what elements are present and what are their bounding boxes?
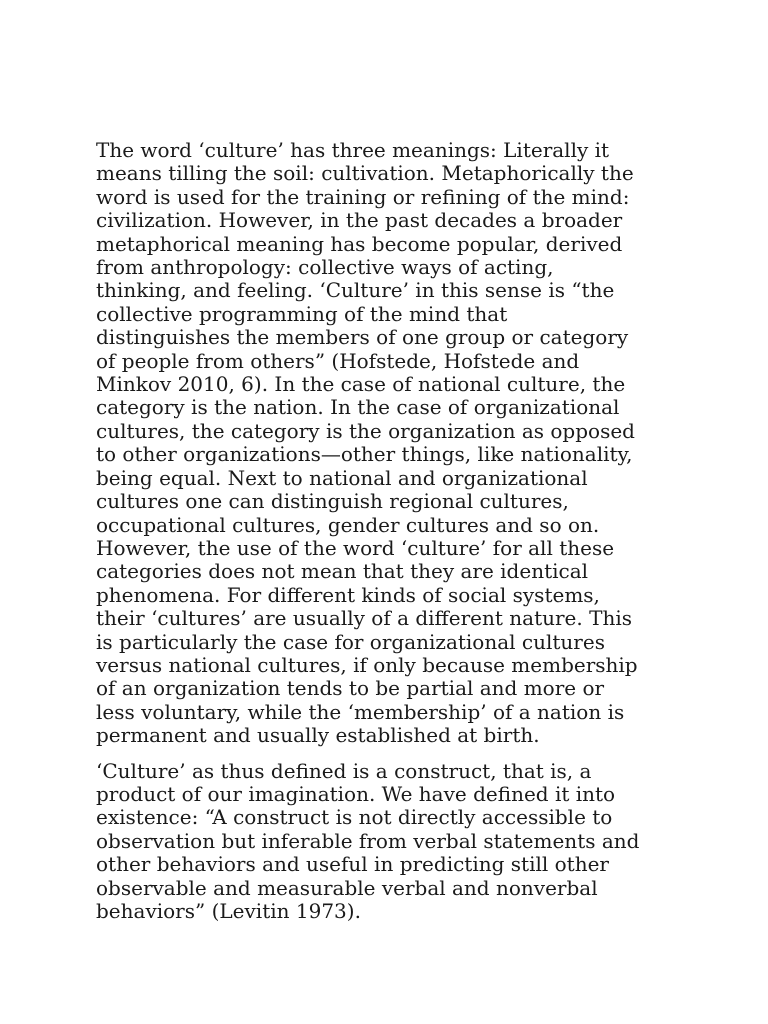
paragraph-1 [96,139,656,748]
text-line: thinking, and feeling. ‘Culture’ in this sense is “the [96,278,615,303]
text-line: distinguishes the members of one group or category [96,325,629,350]
text-line: However, the use of the word ‘culture’ for all these [96,535,615,560]
paragraph-2 [96,760,656,924]
text-line: their ‘cultures’ are usually of a different nature. This [96,606,632,631]
text-line: occupational cultures, gender cultures and so on. [96,512,600,537]
text-line: less voluntary, while the ‘membership’ of a nation is [96,699,625,724]
text-line: permanent and usually established at birth. [96,723,540,748]
text-line: categories does not mean that they are identical [96,559,589,584]
text-line: observable and measurable verbal and nonverbal [96,875,598,900]
text-column [96,139,656,935]
text-line: behaviors” (Levitin 1973). [96,899,361,923]
text-line: from anthropology: collective ways of acting, [96,255,554,280]
text-line: cultures, the category is the organization as opposed [96,418,635,443]
text-line: observation but inferable from verbal statements and [96,828,640,853]
text-line: to other organizations—other things, like nationality, [96,442,633,467]
text-line: collective programming of the mind that [96,301,508,326]
text-line: product of our imagination. We have defined it into [96,781,616,806]
text-line: Minkov 2010, 6). In the case of national culture, the [96,372,626,397]
text-line: ‘Culture’ as thus defined is a construct, that is, a [96,758,592,783]
text-line: versus national cultures, if only because membership [96,652,638,677]
text-line: existence: “A construct is not directly accessible to [96,805,613,830]
text-line: metaphorical meaning has become popular, derived [96,231,623,256]
text-line: civilization. However, in the past decades a broader [96,208,623,233]
text-line: being equal. Next to national and organizational [96,465,588,490]
text-line: is particularly the case for organizational cultures [96,629,605,654]
text-line: other behaviors and useful in predicting still other [96,852,609,877]
text-line: of an organization tends to be partial and more or [96,676,605,701]
text-line: cultures one can distinguish regional cultures, [96,489,569,514]
text-line: means tilling the soil: cultivation. Metaphorically the [96,161,634,186]
text-line: The word ‘culture’ has three meanings: Literally it [96,138,610,162]
text-line: category is the nation. In the case of organizational [96,395,620,420]
text-line: phenomena. For different kinds of social systems, [96,582,600,607]
text-line: word is used for the training or refining of the mind: [96,184,630,209]
text-line: of people from others” (Hofstede, Hofstede and [96,348,580,373]
